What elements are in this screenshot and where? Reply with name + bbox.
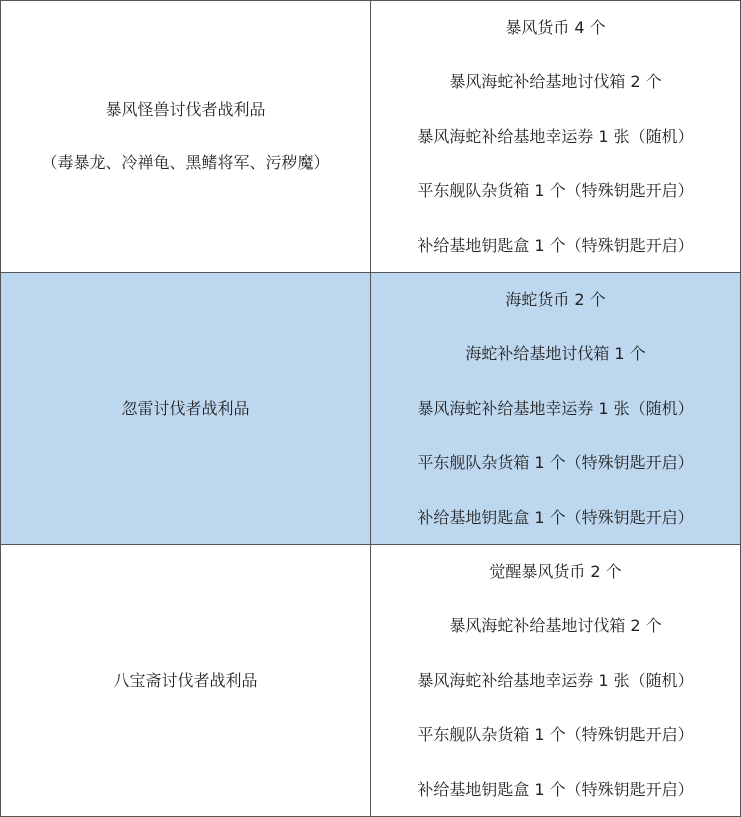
list-item: 暴风海蛇补给基地幸运券 1 张（随机） [417,670,694,690]
list-item: 海蛇补给基地讨伐箱 1 个 [465,344,646,363]
reward-title: 暴风怪兽讨伐者战利品 [105,100,266,119]
reward-item-list [371,17,740,257]
reward-item-list [371,561,740,801]
list-item: 觉醒暴风货币 2 个 [489,561,622,581]
table-row [1,545,741,817]
list-item: 暴风海蛇补给基地讨伐箱 2 个 [449,72,662,91]
reward-items-cell [371,273,741,545]
list-item: 暴风海蛇补给基地讨伐箱 2 个 [449,616,662,635]
list-item: 暴风海蛇补给基地幸运券 1 张（随机） [417,126,694,146]
table-row [1,273,741,545]
table-row [1,1,741,273]
list-item: 补给基地钥匙盒 1 个（特殊钥匙开启） [417,235,694,255]
reward-item-list [371,289,740,529]
reward-subtitle: （毒暴龙、冷禅龟、黑鳍将军、污秽魔） [41,153,330,172]
list-item: 补给基地钥匙盒 1 个（特殊钥匙开启） [417,779,694,799]
list-item: 暴风货币 4 个 [505,17,606,37]
list-item: 平东舰队杂货箱 1 个（特殊钥匙开启） [417,725,694,744]
reward-name-cell [1,545,371,817]
reward-name-cell [1,1,371,273]
list-item: 平东舰队杂货箱 1 个（特殊钥匙开启） [417,453,694,472]
list-item: 平东舰队杂货箱 1 个（特殊钥匙开启） [417,181,694,200]
list-item: 暴风海蛇补给基地幸运券 1 张（随机） [417,398,694,418]
reward-name-cell [1,273,371,545]
list-item: 海蛇货币 2 个 [505,289,606,309]
reward-title: 八宝斋讨伐者战利品 [113,670,258,690]
reward-items-cell [371,1,741,273]
list-item: 补给基地钥匙盒 1 个（特殊钥匙开启） [417,507,694,527]
reward-items-cell [371,545,741,817]
reward-title: 忽雷讨伐者战利品 [121,398,250,418]
